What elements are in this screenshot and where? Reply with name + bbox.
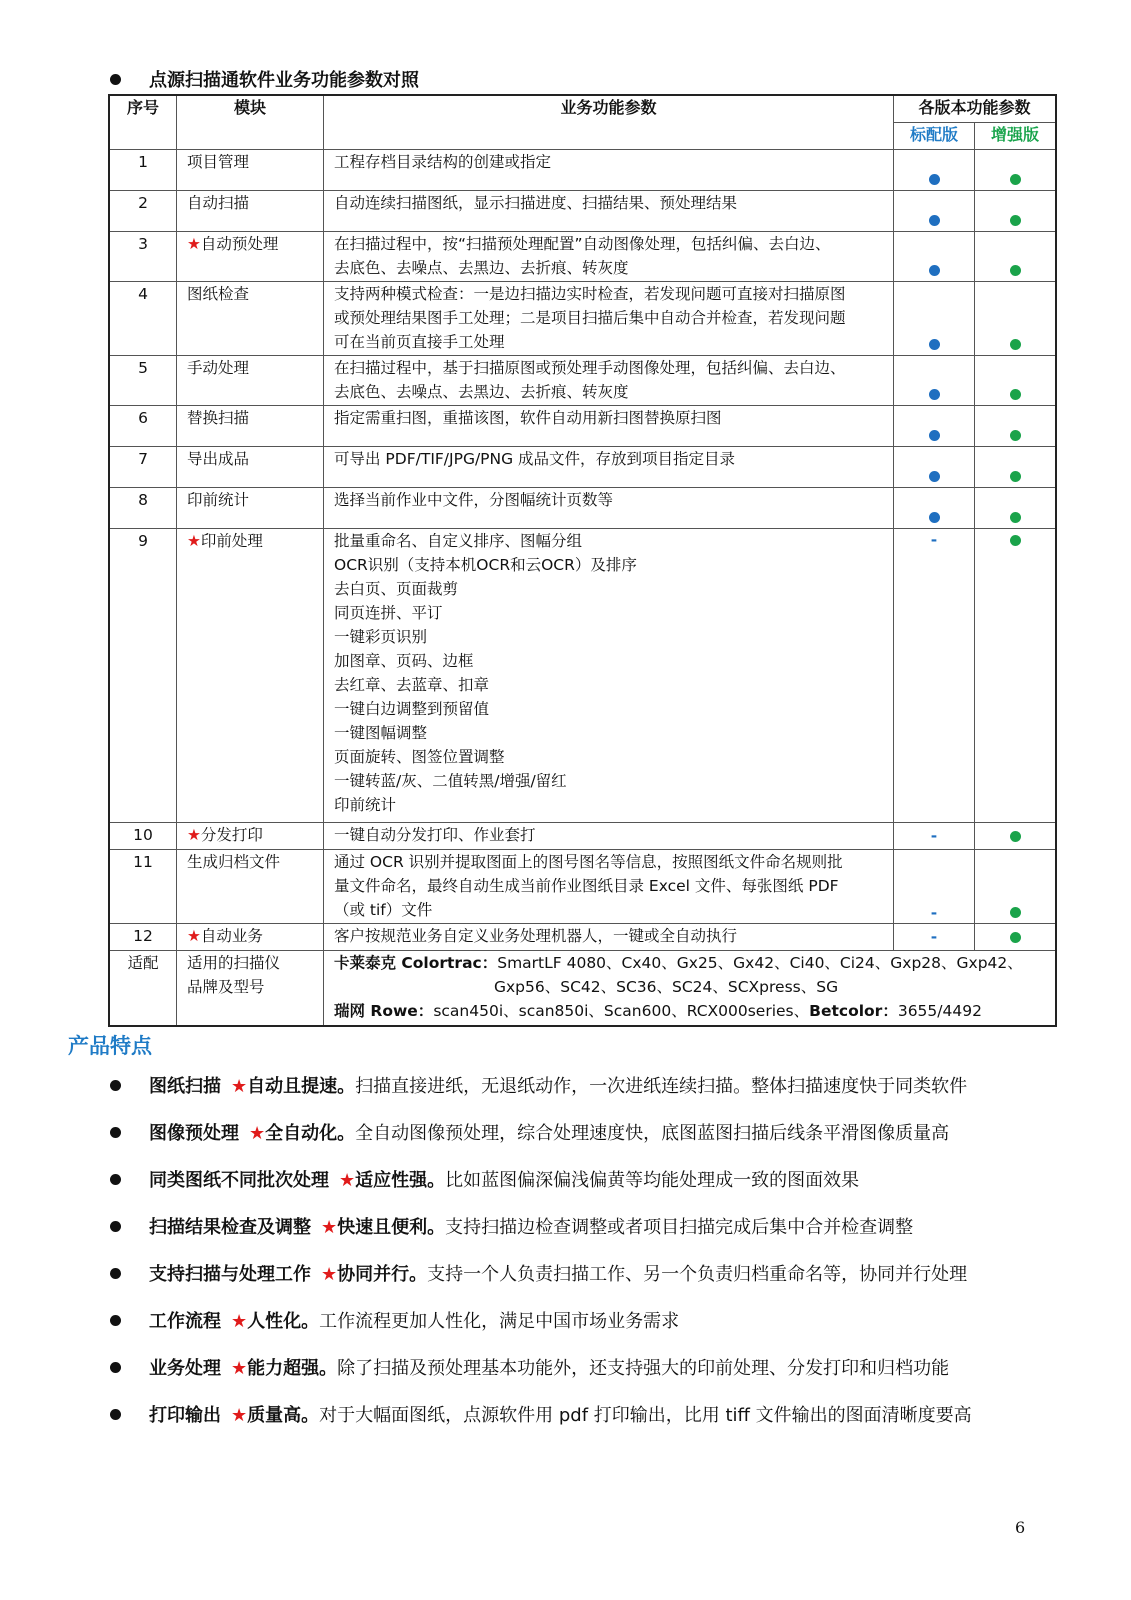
row-module <box>177 850 324 924</box>
param-line: 在扫描过程中，按“扫描预处理配置”自动图像处理，包括纠偏、去白边、 <box>334 235 831 253</box>
filled-dot-icon <box>1010 831 1021 842</box>
feature-item <box>110 1072 1070 1119</box>
page-number: 6 <box>1015 1518 1026 1537</box>
module-name: 手动处理 <box>187 359 250 377</box>
star-icon: ★ <box>187 927 201 945</box>
row-enhanced-mark <box>975 356 1057 406</box>
feature-desc: 除了扫描及预处理基本功能外，还支持强大的印前处理、分发打印和归档功能 <box>337 1358 950 1379</box>
star-icon: ★ <box>187 826 201 844</box>
filled-dot-icon <box>929 174 940 185</box>
module-name: 替换扫描 <box>187 409 250 427</box>
feature-adv: 全自动化 <box>265 1123 338 1144</box>
row-params <box>324 150 894 191</box>
param-line: 一键彩页识别 <box>334 628 428 646</box>
function-parameter-table <box>108 94 1057 1027</box>
row-number: 6 <box>109 406 177 447</box>
row-module <box>177 232 324 282</box>
row-params <box>324 447 894 488</box>
row-standard-mark <box>894 924 975 951</box>
header-versions: 各版本功能参数 <box>894 95 1057 123</box>
feature-desc: 对于大幅面图纸，点源软件用 pdf 打印输出，比用 tiff 文件输出的图面清晰度要高 <box>319 1405 972 1426</box>
feature-dot: 。 <box>319 1358 338 1379</box>
param-line: 自动连续扫描图纸，显示扫描进度、扫描结果、预处理结果 <box>334 194 738 212</box>
filled-dot-icon <box>929 265 940 276</box>
table-row <box>109 447 1056 488</box>
features-title: 产品特点 <box>68 1034 152 1058</box>
feature-adv: 能力超强 <box>247 1358 320 1379</box>
feature-dot: 。 <box>427 1217 446 1238</box>
feature-adv: 适应性强 <box>355 1170 428 1191</box>
row-number: 9 <box>109 529 177 823</box>
row-enhanced-mark <box>975 282 1057 356</box>
feature-item <box>110 1401 1070 1448</box>
table-row <box>109 529 1056 823</box>
row-enhanced-mark <box>975 529 1057 823</box>
row-enhanced-mark <box>975 191 1057 232</box>
module-name: 自动扫描 <box>187 194 250 212</box>
param-line: 支持两种模式检查：一是边扫描边实时检查，若发现问题可直接对扫描原图 <box>334 285 846 303</box>
row-module <box>177 529 324 823</box>
param-line: 可导出 PDF/TIF/JPG/PNG 成品文件，存放到项目指定目录 <box>334 450 736 468</box>
table-row <box>109 282 1056 356</box>
module-name: 图纸检查 <box>187 285 250 303</box>
feature-star: ★ <box>339 1170 356 1191</box>
filled-dot-icon <box>929 430 940 441</box>
adapt-module: 适用的扫描仪 品牌及型号 <box>177 951 324 1027</box>
dash-icon: - <box>930 827 938 845</box>
row-module <box>177 191 324 232</box>
row-module <box>177 356 324 406</box>
row-params <box>324 488 894 529</box>
dash-icon: - <box>930 928 938 946</box>
row-params <box>324 232 894 282</box>
feature-dot: 。 <box>337 1123 356 1144</box>
table-body <box>109 150 1056 951</box>
feature-star: ★ <box>321 1217 338 1238</box>
param-line: 印前统计 <box>334 796 397 814</box>
row-number: 10 <box>109 823 177 850</box>
row-module <box>177 488 324 529</box>
row-module <box>177 282 324 356</box>
module-name: 项目管理 <box>187 153 250 171</box>
row-enhanced-mark <box>975 406 1057 447</box>
param-line: 去底色、去噪点、去黑边、去折痕、转灰度 <box>334 259 629 277</box>
param-line: 客户按规范业务自定义业务处理机器人，一键或全自动执行 <box>334 927 738 945</box>
filled-dot-icon <box>929 215 940 226</box>
header-params: 业务功能参数 <box>324 95 894 150</box>
param-line: 一键转蓝/灰、二值转黑/增强/留红 <box>334 772 567 790</box>
brand-colortrac: 卡莱泰克 Colortrac：SmartLF 4080、Cx40、Gx25、Gx42、Ci40、Ci24、Gxp28、Gxp42、 <box>334 954 1023 972</box>
feature-star: ★ <box>231 1405 248 1426</box>
row-enhanced-mark <box>975 488 1057 529</box>
feature-name: 业务处理 <box>149 1358 221 1379</box>
param-line: 选择当前作业中文件，分图幅统计页数等 <box>334 491 614 509</box>
filled-dot-icon <box>929 389 940 400</box>
row-standard-mark <box>894 850 975 924</box>
row-params <box>324 191 894 232</box>
adapt-models <box>324 951 1057 1027</box>
param-line: 同页连拼、平订 <box>334 604 443 622</box>
module-name: 导出成品 <box>187 450 250 468</box>
bullet-icon <box>110 1315 121 1326</box>
row-number: 3 <box>109 232 177 282</box>
row-params <box>324 529 894 823</box>
feature-item <box>110 1166 1070 1213</box>
star-icon: ★ <box>187 532 201 550</box>
row-standard-mark <box>894 150 975 191</box>
row-standard-mark <box>894 356 975 406</box>
row-params <box>324 850 894 924</box>
brand-rowe: 瑞网 Rowe：scan450i、scan850i、Scan600、RCX000series、Betcolor：3655/4492 <box>334 1002 982 1020</box>
bullet-icon <box>110 1268 121 1279</box>
filled-dot-icon <box>929 339 940 350</box>
row-params <box>324 924 894 951</box>
row-module <box>177 447 324 488</box>
feature-adv: 质量高 <box>247 1405 302 1426</box>
param-line: 工程存档目录结构的创建或指定 <box>334 153 552 171</box>
feature-item <box>110 1354 1070 1401</box>
param-line: 可在当前页直接手工处理 <box>334 333 505 351</box>
feature-name: 打印输出 <box>149 1405 221 1426</box>
feature-name: 扫描结果检查及调整 <box>149 1217 311 1238</box>
row-module <box>177 823 324 850</box>
dash-icon: - <box>930 531 938 549</box>
param-line: 在扫描过程中，基于扫描原图或预处理手动图像处理，包括纠偏、去白边、 <box>334 359 846 377</box>
module-name: 印前统计 <box>187 491 250 509</box>
section-title <box>110 66 419 92</box>
bullet-icon <box>110 1174 121 1185</box>
module-name: 自动业务 <box>200 927 263 945</box>
feature-adv: 自动且提速 <box>247 1076 338 1097</box>
feature-dot: 。 <box>301 1405 320 1426</box>
row-params <box>324 282 894 356</box>
feature-dot: 。 <box>337 1076 356 1097</box>
feature-star: ★ <box>231 1311 248 1332</box>
row-standard-mark <box>894 529 975 823</box>
header-module: 模块 <box>177 95 324 150</box>
feature-desc: 工作流程更加人性化，满足中国市场业务需求 <box>319 1311 680 1332</box>
feature-dot: 。 <box>301 1311 320 1332</box>
param-line: 去红章、去蓝章、扣章 <box>334 676 490 694</box>
row-standard-mark <box>894 282 975 356</box>
bullet-icon <box>110 74 121 85</box>
star-icon: ★ <box>187 235 201 253</box>
module-name: 自动预处理 <box>200 235 279 253</box>
param-line: OCR识别（支持本机OCR和云OCR）及排序 <box>334 556 637 574</box>
row-number: 2 <box>109 191 177 232</box>
feature-desc: 支持扫描边检查调整或者项目扫描完成后集中合并检查调整 <box>445 1217 914 1238</box>
row-enhanced-mark <box>975 850 1057 924</box>
row-number: 8 <box>109 488 177 529</box>
feature-name: 图纸扫描 <box>149 1076 221 1097</box>
param-line: 一键自动分发打印、作业套打 <box>334 826 536 844</box>
feature-adv: 快速且便利 <box>337 1217 428 1238</box>
feature-star: ★ <box>231 1076 248 1097</box>
header-enhanced: 增强版 <box>975 123 1057 150</box>
filled-dot-icon <box>1010 265 1021 276</box>
param-line: 或预处理结果图手工处理；二是项目扫描后集中自动合并检查，若发现问题 <box>334 309 846 327</box>
row-standard-mark <box>894 191 975 232</box>
feature-desc: 比如蓝图偏深偏浅偏黄等均能处理成一致的图面效果 <box>445 1170 860 1191</box>
bullet-icon <box>110 1127 121 1138</box>
row-enhanced-mark <box>975 823 1057 850</box>
module-name: 印前处理 <box>200 532 263 550</box>
param-line: 量文件命名，最终自动生成当前作业图纸目录 Excel 文件、每张图纸 PDF <box>334 877 839 895</box>
row-params <box>324 356 894 406</box>
adapt-row <box>109 951 1056 1027</box>
filled-dot-icon <box>1010 932 1021 943</box>
row-number: 5 <box>109 356 177 406</box>
row-number: 7 <box>109 447 177 488</box>
param-line: 加图章、页码、边框 <box>334 652 474 670</box>
filled-dot-icon <box>1010 174 1021 185</box>
param-line: 去底色、去噪点、去黑边、去折痕、转灰度 <box>334 383 629 401</box>
row-standard-mark <box>894 823 975 850</box>
row-params <box>324 406 894 447</box>
row-enhanced-mark <box>975 447 1057 488</box>
table-row <box>109 150 1056 191</box>
module-name: 分发打印 <box>200 826 263 844</box>
brand-colortrac-cont: Gxp56、SC42、SC36、SC24、SCXpress、SG <box>494 978 839 996</box>
feature-adv: 协同并行 <box>337 1264 410 1285</box>
feature-star: ★ <box>231 1358 248 1379</box>
filled-dot-icon <box>929 512 940 523</box>
param-line: 页面旋转、图签位置调整 <box>334 748 505 766</box>
table-row <box>109 356 1056 406</box>
feature-star: ★ <box>321 1264 338 1285</box>
filled-dot-icon <box>1010 339 1021 350</box>
row-enhanced-mark <box>975 232 1057 282</box>
feature-name: 图像预处理 <box>149 1123 239 1144</box>
feature-desc: 支持一个人负责扫描工作、另一个负责归档重命名等，协同并行处理 <box>427 1264 968 1285</box>
feature-item <box>110 1119 1070 1166</box>
filled-dot-icon <box>1010 215 1021 226</box>
param-line: 通过 OCR 识别并提取图面上的图号图名等信息，按照图纸文件命名规则批 <box>334 853 843 871</box>
param-line: 批量重命名、自定义排序、图幅分组 <box>334 532 583 550</box>
filled-dot-icon <box>1010 535 1021 546</box>
feature-star: ★ <box>249 1123 266 1144</box>
feature-adv: 人性化 <box>247 1311 302 1332</box>
row-module <box>177 150 324 191</box>
feature-name: 同类图纸不同批次处理 <box>149 1170 329 1191</box>
row-number: 11 <box>109 850 177 924</box>
row-number: 1 <box>109 150 177 191</box>
table-row <box>109 488 1056 529</box>
feature-item <box>110 1307 1070 1354</box>
row-number: 4 <box>109 282 177 356</box>
table-row <box>109 191 1056 232</box>
feature-dot: 。 <box>427 1170 446 1191</box>
bullet-icon <box>110 1221 121 1232</box>
filled-dot-icon <box>1010 430 1021 441</box>
row-params <box>324 823 894 850</box>
table-row <box>109 406 1056 447</box>
row-standard-mark <box>894 488 975 529</box>
header-no: 序号 <box>109 95 177 150</box>
feature-name: 工作流程 <box>149 1311 221 1332</box>
row-standard-mark <box>894 232 975 282</box>
param-line: 去白页、页面裁剪 <box>334 580 459 598</box>
table-row <box>109 232 1056 282</box>
adapt-label: 适配 <box>109 951 177 1027</box>
feature-item <box>110 1260 1070 1307</box>
features-list <box>110 1072 1070 1448</box>
row-standard-mark <box>894 447 975 488</box>
feature-desc: 扫描直接进纸，无退纸动作，一次进纸连续扫描。整体扫描速度快于同类软件 <box>355 1076 968 1097</box>
param-line: 指定需重扫图，重描该图，软件自动用新扫图替换原扫图 <box>334 409 722 427</box>
filled-dot-icon <box>1010 512 1021 523</box>
dash-icon: - <box>930 904 938 922</box>
row-module <box>177 924 324 951</box>
table-row <box>109 850 1056 924</box>
filled-dot-icon <box>1010 389 1021 400</box>
section-title-text: 点源扫描通软件业务功能参数对照 <box>149 70 419 91</box>
bullet-icon <box>110 1362 121 1373</box>
param-line: （或 tif）文件 <box>334 901 433 919</box>
row-enhanced-mark <box>975 924 1057 951</box>
row-standard-mark <box>894 406 975 447</box>
table-row <box>109 823 1056 850</box>
feature-name: 支持扫描与处理工作 <box>149 1264 311 1285</box>
row-number: 12 <box>109 924 177 951</box>
filled-dot-icon <box>1010 471 1021 482</box>
param-line: 一键图幅调整 <box>334 724 428 742</box>
bullet-icon <box>110 1080 121 1091</box>
filled-dot-icon <box>1010 907 1021 918</box>
bullet-icon <box>110 1409 121 1420</box>
module-name: 生成归档文件 <box>187 853 281 871</box>
feature-item <box>110 1213 1070 1260</box>
header-standard: 标配版 <box>894 123 975 150</box>
table-row <box>109 924 1056 951</box>
param-line: 一键白边调整到预留值 <box>334 700 490 718</box>
feature-dot: 。 <box>409 1264 428 1285</box>
feature-desc: 全自动图像预处理，综合处理速度快，底图蓝图扫描后线条平滑图像质量高 <box>355 1123 950 1144</box>
row-module <box>177 406 324 447</box>
row-enhanced-mark <box>975 150 1057 191</box>
filled-dot-icon <box>929 471 940 482</box>
